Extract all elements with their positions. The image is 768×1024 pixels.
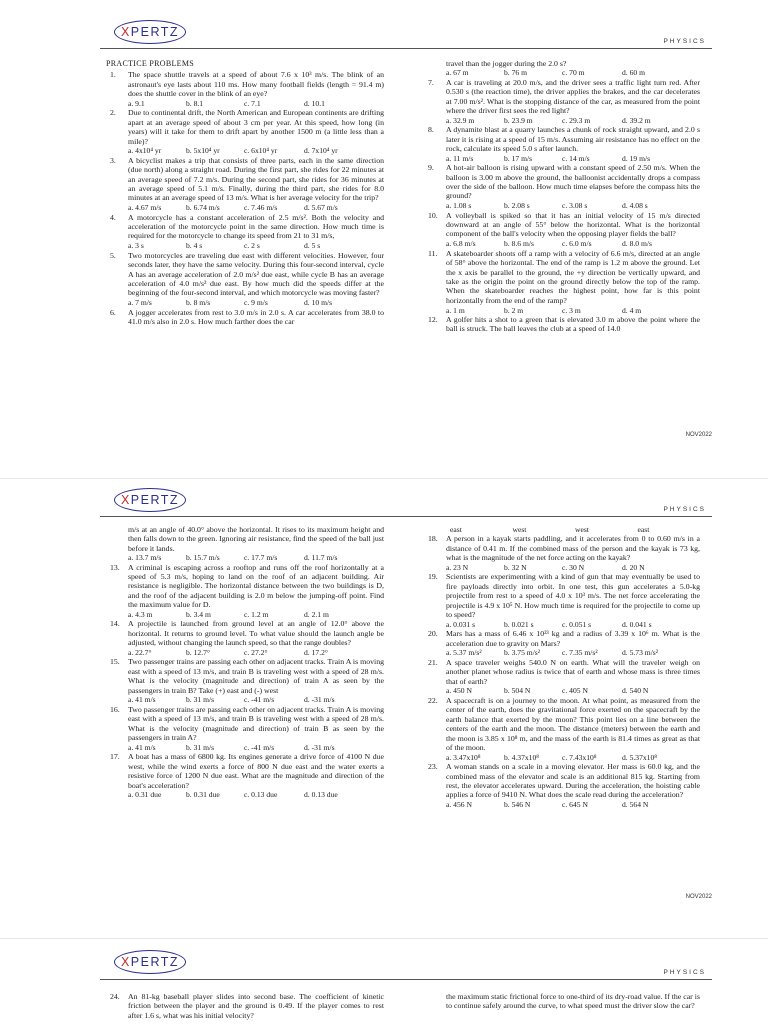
question-item [424, 572, 700, 629]
direction-row [424, 525, 700, 534]
answer-option: c. 1.2 m [244, 610, 269, 620]
answer-option: a. 7 m/s [128, 298, 152, 308]
answer-option: d. -31 m/s [304, 695, 335, 705]
page3-right-column [424, 992, 700, 1011]
answer-options [424, 686, 700, 695]
answer-option: a. 3.47x10⁸ [446, 752, 481, 762]
answer-option: c. 9 m/s [244, 298, 268, 308]
question-number: 13. [110, 562, 120, 572]
question-number: 10. [428, 210, 438, 220]
answer-options [106, 610, 384, 619]
question-text: Two motorcycles are traveling due east with different velocities. However, four seconds later, they have the same velocity. During this four-second interval, cycle A has an average acceleration of 2.0 m/s² due east, while cycle B has an average acceleration of 4.0 m/s² due east. By how much did the speeds differ at the beginning of the four-second interval, and which motorcycle was moving faster? [128, 250, 384, 298]
answer-options [424, 563, 700, 572]
question-text: A spacecraft is on a journey to the moon. At what point, as measured from the center of the earth, does the gravitational force exerted on the spacecraft by the earth balance that exerted by the moon? This point lies on a line between the centers of the earth and the moon. The distance (meters) between the earth and the moon is 3.85 x 10⁸ m, and the mass of the earth is 81.4 times as great as that of the moon. [446, 695, 700, 752]
answer-option: c. 0.13 due [244, 790, 278, 800]
answer-option: a. 450 N [446, 686, 472, 696]
question-number: 14. [110, 619, 120, 629]
question-text: Two passenger trains are passing each other on adjacent tracks. Train A is moving east with a speed of 13 m/s, and train B is traveling west with a speed of 28 m/s. What is the velocity (magnitude and direction) of train B as seen by the passengers in train A? [128, 704, 384, 743]
question-number: 21. [428, 657, 438, 667]
answer-option: d. 2.1 m [304, 610, 329, 620]
answer-option: d. -31 m/s [304, 742, 335, 752]
question-number: 17. [110, 752, 120, 762]
answer-options [106, 743, 384, 752]
question-item [424, 249, 700, 315]
answer-option: d. 8.0 m/s [622, 239, 652, 249]
answer-option: a. 13.7 m/s [128, 553, 162, 563]
question-item [424, 696, 700, 762]
page1-right-column [424, 59, 700, 334]
page2-left-column [106, 525, 384, 800]
answer-options [424, 620, 700, 629]
question-text: Scientists are experimenting with a kind of gun that may eventually be used to fire payloads directly into orbit. In one test, this gun accelerates a 5.0-kg projectile from rest to a speed of 4.0 x 10³ m/s. The net force accelerating the projectile is 4.9 x 10⁵ N. How much time is required for the projectile to come up to speed? [446, 572, 700, 620]
question-item [106, 992, 384, 1020]
answer-option: a. 5.37 m/s² [446, 648, 482, 658]
question-item [424, 163, 700, 210]
xpertz-logo: X PERTZ [114, 488, 186, 512]
question-item [424, 658, 700, 696]
answer-options [424, 800, 700, 809]
question-text: A criminal is escaping across a rooftop and runs off the roof horizontally at a speed of 5.3 m/s, hoping to land on the roof of an adjacent building. Air resistance is negligible. The horizontal distance between the two buildings is D, and the roof of the adjacent building is 2.0 m below the jumping-off point. Find the maximum value for D. [128, 562, 384, 610]
answer-option: d. 0.041 s [622, 619, 652, 629]
answer-option: a. 32.9 m [446, 115, 475, 125]
answer-option: b. 4 s [186, 241, 203, 251]
answer-option: b. 3.75 m/s² [504, 648, 541, 658]
question-item [106, 705, 384, 752]
answer-option: d. 60 m [622, 68, 645, 78]
answer-option: b. 17 m/s [504, 153, 533, 163]
answer-option: d. 0.13 due [304, 790, 338, 800]
question-item [106, 619, 384, 657]
question-text: Two passenger trains are passing each other on adjacent tracks. Train A is moving east with a speed of 13 m/s, and train B is traveling west with a speed of 28 m/s. What is the velocity (magnitude and direction) of train A as seen by the passengers in train B? Take (+) east and (-) west [128, 657, 384, 695]
answer-option: a. 4.67 m/s [128, 203, 162, 213]
direction-label: east [450, 525, 462, 534]
question-number: 24. [110, 992, 120, 1001]
answer-option: b. 8 m/s [186, 298, 211, 308]
answer-option: d. 5.73 m/s² [622, 648, 659, 658]
answer-option: b. 76 m [504, 68, 527, 78]
answer-options [424, 201, 700, 210]
answer-option: b. 23.9 m [504, 115, 533, 125]
answer-option: d. 4 m [622, 305, 642, 315]
answer-option: a. 11 m/s [446, 153, 474, 163]
continued-options [106, 553, 384, 562]
header-rule [100, 516, 712, 517]
answer-option: b. 546 N [504, 800, 531, 810]
answer-option: b. 31 m/s [186, 695, 215, 705]
question-item [106, 657, 384, 704]
question-number: 4. [110, 212, 116, 222]
answer-options [106, 241, 384, 250]
question-number: 1. [110, 70, 116, 80]
question-number: 9. [428, 163, 434, 173]
answer-option: b. 4.37x10⁸ [504, 752, 539, 762]
question-number: 3. [110, 155, 116, 165]
question-number: 18. [428, 534, 438, 544]
question-text: A golfer hits a shot to a green that is elevated 3.0 m above the point where the ball is struck. The ball leaves the club at a speed of 14.0 [446, 314, 700, 334]
answer-option: c. 645 N [562, 800, 588, 810]
answer-options [424, 306, 700, 315]
answer-option: a. 0.031 s [446, 619, 476, 629]
answer-option: d. 564 N [622, 800, 649, 810]
section-title: PRACTICE PROBLEMS [106, 59, 195, 68]
question-text: A dynamite blast at a quarry launches a chunk of rock straight upward, and 2.0 s later it is rising at a speed of 15 m/s. Assuming air resistance has no effect on the rock, calculate its speed 5.0 s after launch. [446, 125, 700, 154]
answer-option: a. 1.08 s [446, 201, 472, 211]
question-number: 20. [428, 629, 438, 639]
answer-option: a. 456 N [446, 800, 472, 810]
question-text: A jogger accelerates from rest to 3.0 m/s in 2.0 s. A car accelerates from 38.0 to 41.0 m/s also in 2.0 s. How much farther does the car [128, 307, 384, 326]
page3-left-column [106, 992, 384, 1021]
answer-options [424, 116, 700, 125]
answer-option: c. 7.43x10⁸ [562, 752, 597, 762]
subject-label: PHYSICS [663, 969, 706, 976]
answer-option: a. 4x10⁴ yr [128, 146, 162, 156]
answer-options [424, 239, 700, 248]
page1-left-column [106, 59, 384, 327]
question-number: 15. [110, 657, 120, 667]
footer-date: NOV2022 [685, 432, 712, 438]
question-item [106, 213, 384, 251]
page-2 [0, 480, 768, 920]
answer-option: d. 5.37x10⁸ [622, 752, 657, 762]
question-item [106, 108, 384, 155]
answer-option: a. 1 m [446, 305, 465, 315]
answer-option: c. 0.051 s [562, 619, 592, 629]
answer-options [106, 203, 384, 212]
question-item [424, 211, 700, 249]
answer-option: a. 41 m/s [128, 695, 156, 705]
answer-options [424, 154, 700, 163]
answer-option: a. 3 s [128, 241, 144, 251]
answer-option: d. 20 N [622, 563, 645, 573]
question-text: A car is traveling at 20.0 m/s, and the driver sees a traffic light turn red. After 0.530 s (the reaction time), the driver applies the brakes, and the car decelerates at 7.00 m/s². What is the stopping distance of the car, as measured from the point where the driver first sees the red light? [446, 77, 700, 116]
answer-option: d. 4.08 s [622, 201, 648, 211]
answer-option: c. 2 s [244, 241, 260, 251]
answer-option: a. 22.7° [128, 648, 152, 658]
answer-option: d. 7x10⁴ yr [304, 146, 338, 156]
question-number: 16. [110, 704, 120, 714]
answer-option: c. -41 m/s [244, 742, 275, 752]
answer-option: d. 17.2° [304, 648, 328, 658]
page-3 [0, 940, 768, 1024]
answer-option: b. 15.7 m/s [186, 553, 220, 563]
xpertz-logo: X PERTZ [114, 950, 186, 974]
question-item [424, 629, 700, 658]
answer-option: a. 6.8 m/s [446, 239, 476, 249]
answer-options [106, 695, 384, 704]
answer-option: b. 0.31 due [186, 790, 220, 800]
question-item [106, 70, 384, 108]
answer-option: c. 7.46 m/s [244, 203, 278, 213]
continued-text: the maximum static frictional force to one-third of its dry-road value. If the car is to continue safely around the curve, to what speed must the driver slow the car? [446, 992, 700, 1011]
page2-right-column [424, 525, 700, 810]
question-text: A motorcycle has a constant acceleration of 2.5 m/s². Both the velocity and acceleration of the motorcycle point in the same direction. How much time is required for the motorcycle to change its speed from 21 to 31 m/s, [128, 212, 384, 241]
answer-option: c. 6x10⁴ yr [244, 146, 278, 156]
answer-option: c. 27.2° [244, 648, 268, 658]
direction-label: east [637, 525, 650, 534]
question-text: Due to continental drift, the North American and European continents are drifting apart at an average speed of about 3 cm per year. At this speed, how long (in years) will it take for them to drift apart by another 1500 m (a little less than a mile)? [128, 108, 384, 146]
answer-option: b. 2 m [504, 305, 524, 315]
answer-option: b. 504 N [504, 686, 531, 696]
answer-option: c. 405 N [562, 686, 588, 696]
question-item [106, 563, 384, 620]
question-text: A person in a kayak starts paddling, and it accelerates from 0 to 0.60 m/s in a distance of 0.41 m. If the combined mass of the person and the kayak is 73 kg, what is the magnitude of the net force acting on the kayak? [446, 534, 700, 563]
answer-option: d. 5 s [304, 241, 321, 251]
answer-option: b. 31 m/s [186, 742, 215, 752]
answer-option: b. 6.74 m/s [186, 203, 220, 213]
answer-options [106, 790, 384, 799]
question-text: A bicyclist makes a trip that consists of three parts, each in the same direction (due north) along a straight road. During the first part, she rides for 22 minutes at an average speed of 7.2 m/s. During the second part, she rides for 36 minutes at an average speed of 5.1 m/s. Finally, during the third part, she rides for 8.0 minutes at an average speed of 13 m/s. What is her average velocity for the trip? [128, 155, 384, 203]
question-number: 11. [428, 248, 438, 258]
answer-option: a. 41 m/s [128, 742, 156, 752]
answer-option: a. 0.31 due [128, 790, 162, 800]
answer-option: b. 0.021 s [504, 619, 534, 629]
question-number: 22. [428, 695, 438, 705]
answer-option: d. 10 m/s [304, 298, 333, 308]
answer-option: c. 17.7 m/s [244, 553, 278, 563]
answer-option: c. 3 m [562, 305, 581, 315]
question-number: 19. [428, 572, 438, 582]
question-number: 6. [110, 307, 116, 317]
answer-option: d. 39.2 m [622, 115, 651, 125]
continued-options [424, 68, 700, 77]
answer-option: d. 10.1 [304, 99, 325, 109]
question-number: 2. [110, 108, 116, 118]
answer-option: c. 3.08 s [562, 201, 588, 211]
question-item [106, 308, 384, 327]
answer-option: d. 19 m/s [622, 153, 651, 163]
question-item [106, 156, 384, 213]
continued-text: travel than the jogger during the 2.0 s? [446, 59, 567, 68]
question-text: A space traveler weighs 540.0 N on earth. What will the traveler weigh on another planet whose radius is twice that of earth and whose mass is three times that of earth? [446, 657, 700, 686]
answer-option: d. 5.67 m/s [304, 203, 338, 213]
answer-options [424, 648, 700, 657]
answer-options [424, 753, 700, 762]
question-item [106, 752, 384, 799]
header-rule [100, 979, 712, 980]
question-text: A volleyball is spiked so that it has an initial velocity of 15 m/s directed downward at an angle of 55° below the horizontal. What is the horizontal component of the ball's velocity when the opposing player fields the ball? [446, 210, 700, 239]
question-item [106, 251, 384, 308]
answer-option: c. 29.3 m [562, 115, 591, 125]
direction-label: west [512, 525, 527, 534]
answer-options [106, 648, 384, 657]
question-text: An 81-kg baseball player slides into second base. The coefficient of kinetic friction between the player and the ground is 0.49. If the player comes to rest after 1.6 s, what was his initial velocity? [128, 992, 384, 1020]
question-text: A woman stands on a scale in a moving elevator. Her mass is 60.0 kg, and the combined mass of the elevator and scale is an additional 815 kg. Starting from rest, the elevator accelerates upward. During the acceleration, the hoisting cable applies a force of 9410 N. What does the scale read during the acceleration? [446, 762, 700, 800]
answer-option: b. 3.4 m [186, 610, 211, 620]
question-text: A boat has a mass of 6800 kg. Its engines generate a drive force of 4100 N due west, while the wind exerts a force of 800 N due east and the water exerts a resistive force of 1200 N due east. What are the magnitude and direction of the boat's acceleration? [128, 752, 384, 790]
answer-options [106, 298, 384, 307]
answer-option: a. 67 m [446, 68, 469, 78]
continued-text: m/s at an angle of 40.0° above the horizontal. It rises to its maximum height and then falls down to the green. Ignoring air resistance, find the speed of the ball just before it lands. [128, 525, 384, 553]
question-number: 5. [110, 250, 116, 260]
answer-option: b. 8.1 [186, 99, 204, 109]
question-number: 8. [428, 125, 434, 135]
question-item [424, 534, 700, 572]
answer-option: b. 8.6 m/s [504, 239, 534, 249]
answer-option: c. 7.35 m/s² [562, 648, 598, 658]
answer-option: c. 30 N [562, 563, 585, 573]
footer-date: NOV2022 [685, 894, 712, 900]
answer-option: b. 32 N [504, 563, 527, 573]
question-number: 7. [428, 77, 434, 87]
answer-option: c. 14 m/s [562, 153, 590, 163]
answer-option: b. 2.08 s [504, 201, 530, 211]
question-text: A projectile is launched from ground level at an angle of 12.0° above the horizontal. It returns to ground level. To what value should the launch angle be adjusted, without changing the launch speed, so that the range doubles? [128, 619, 384, 648]
question-text: A skateboarder shoots off a ramp with a velocity of 6.6 m/s, directed at an angle of 58° above the horizontal. The end of the ramp is 1.2 m above the ground. Let the x axis be parallel to the ground, the +y direction be vertically upward, and take as the origin the point on the ground directly below the top of the ramp. When the skateboarder reaches the highest point, how far is this point horizontally from the end of the ramp? [446, 248, 700, 305]
question-item [424, 315, 700, 334]
answer-option: c. 6.0 m/s [562, 239, 592, 249]
answer-option: d. 540 N [622, 686, 649, 696]
answer-option: d. 11.7 m/s [304, 553, 338, 563]
answer-option: b. 5x10⁴ yr [186, 146, 220, 156]
question-item [424, 78, 700, 125]
question-item [424, 762, 700, 809]
answer-option: a. 23 N [446, 563, 469, 573]
question-text: A hot-air balloon is rising upward with a constant speed of 2.50 m/s. When the balloon is 3.00 m above the ground, the balloonist accidentally drops a compass over the side of the balloon. How much time elapses before the compass hits the ground? [446, 163, 700, 201]
page-separator [0, 938, 768, 939]
question-item [424, 125, 700, 163]
header-rule [100, 48, 712, 49]
answer-options [106, 99, 384, 108]
question-text: The space shuttle travels at a speed of about 7.6 x 10³ m/s. The blink of an astronaut's eye lasts about 110 ms. How many football fields (length = 91.4 m) does the shuttle cover in the blink of an eye? [128, 70, 384, 99]
answer-option: c. 70 m [562, 68, 585, 78]
xpertz-logo: X PERTZ [114, 20, 186, 44]
page-separator [0, 478, 768, 479]
page-1 [0, 0, 768, 490]
subject-label: PHYSICS [663, 38, 706, 45]
answer-option: a. 4.3 m [128, 610, 153, 620]
direction-label: west [575, 525, 589, 534]
answer-option: a. 9.1 [128, 99, 145, 109]
question-number: 23. [428, 762, 438, 772]
answer-option: b. 12.7° [186, 648, 210, 658]
question-text: Mars has a mass of 6.46 x 10²³ kg and a radius of 3.39 x 10⁶ m. What is the acceleration due to gravity on Mars? [446, 629, 700, 648]
subject-label: PHYSICS [663, 506, 706, 513]
answer-option: c. -41 m/s [244, 695, 275, 705]
question-number: 12. [428, 314, 438, 324]
answer-options [106, 146, 384, 155]
answer-option: c. 7.1 [244, 99, 261, 109]
